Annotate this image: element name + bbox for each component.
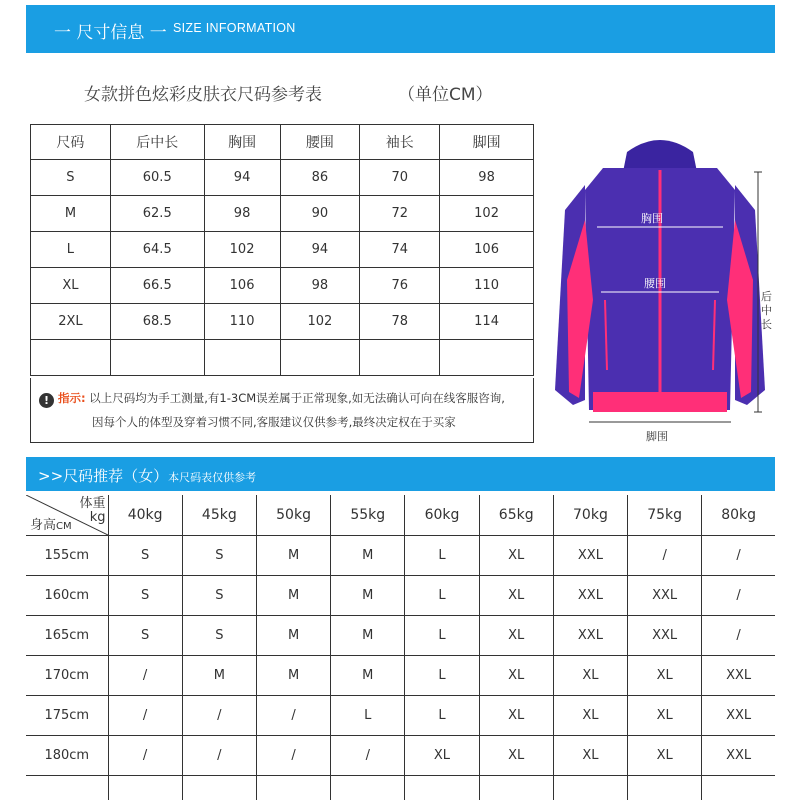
size-cell: 2XL <box>31 304 111 340</box>
size-recommend-cell: XXL <box>702 736 775 776</box>
size-cell: 90 <box>280 196 360 232</box>
size-cell: 110 <box>440 268 534 304</box>
size-row <box>31 304 534 340</box>
rec-title-main: >>尺码推荐（女） <box>38 467 169 485</box>
weight-header: 60kg <box>405 495 479 536</box>
size-recommend-cell: / <box>256 696 330 736</box>
size-recommend-cell: / <box>628 536 702 576</box>
measurement-note <box>30 378 534 443</box>
size-recommend-cell: M <box>256 576 330 616</box>
size-row <box>31 232 534 268</box>
banner-cn-title: 一 尺寸信息 一 <box>54 23 167 43</box>
note-text-1: 以上尺码均为手工测量,有1-3CM误差属于正常现象,如无法确认可向在线客服咨询, <box>89 391 505 405</box>
size-recommend-cell: XL <box>628 696 702 736</box>
size-cell <box>280 340 360 376</box>
size-recommend-cell: L <box>331 696 405 736</box>
corner-weight-label: 体重 <box>79 496 106 511</box>
size-recommend-cell: L <box>405 616 479 656</box>
size-recommend-cell: / <box>256 736 330 776</box>
size-row <box>31 268 534 304</box>
size-cell: S <box>31 160 111 196</box>
size-col-header: 后中长 <box>110 125 204 160</box>
size-recommend-cell: / <box>108 656 182 696</box>
hem-label: 脚围 <box>646 430 668 443</box>
height-cell: 155cm <box>26 536 108 576</box>
unit-label: （单位CM） <box>398 85 493 105</box>
note-text-2: 因每个人的体型及穿着习惯不同,客服建议仅供参考,最终决定权在于买家 <box>92 415 456 429</box>
size-cell <box>31 340 111 376</box>
size-recommend-cell: / <box>331 736 405 776</box>
size-recommend-cell: XXL <box>702 696 775 736</box>
height-cell: 165cm <box>26 616 108 656</box>
corner-weight <box>79 497 105 525</box>
size-cell: 60.5 <box>110 160 204 196</box>
size-col-header: 腰围 <box>280 125 360 160</box>
size-recommend-cell: L <box>405 656 479 696</box>
size-recommend-cell: M <box>256 656 330 696</box>
size-col-header: 胸围 <box>204 125 280 160</box>
size-recommend-cell: M <box>256 616 330 656</box>
size-recommend-cell: M <box>331 656 405 696</box>
empty-cell <box>26 776 108 800</box>
banner-en-title: SIZE INFORMATION <box>173 21 296 35</box>
chest-label: 胸围 <box>641 212 663 225</box>
size-cell: 110 <box>204 304 280 340</box>
empty-cell <box>702 776 775 800</box>
size-recommend-cell: XL <box>553 736 627 776</box>
note-line-1 <box>39 390 505 408</box>
size-cell: 94 <box>280 232 360 268</box>
size-col-header: 袖长 <box>360 125 440 160</box>
recommend-row <box>26 576 775 616</box>
size-info-banner <box>26 5 775 53</box>
size-cell <box>360 340 440 376</box>
height-cell: 180cm <box>26 736 108 776</box>
size-cell: 98 <box>440 160 534 196</box>
height-cell: 175cm <box>26 696 108 736</box>
weight-header: 70kg <box>553 495 627 536</box>
size-col-header: 脚围 <box>440 125 534 160</box>
size-recommend-cell: S <box>108 616 182 656</box>
rec-title <box>38 465 256 486</box>
weight-header: 50kg <box>256 495 330 536</box>
height-cell: 170cm <box>26 656 108 696</box>
back-length-label: 后中长 <box>761 290 772 331</box>
size-row <box>31 196 534 232</box>
size-recommend-cell: XL <box>405 736 479 776</box>
size-recommend-cell: L <box>405 696 479 736</box>
weight-header: 55kg <box>331 495 405 536</box>
empty-cell <box>628 776 702 800</box>
weight-header: 65kg <box>479 495 553 536</box>
empty-cell <box>256 776 330 800</box>
recommend-row <box>26 656 775 696</box>
weight-header: 40kg <box>108 495 182 536</box>
height-cell: 160cm <box>26 576 108 616</box>
size-recommend-cell: XL <box>553 656 627 696</box>
corner-height-unit: CM <box>56 521 72 532</box>
size-cell: XL <box>31 268 111 304</box>
size-cell: 62.5 <box>110 196 204 232</box>
size-cell: 76 <box>360 268 440 304</box>
size-cell: 72 <box>360 196 440 232</box>
size-row <box>31 340 534 376</box>
size-recommend-cell: M <box>256 536 330 576</box>
size-recommend-cell: XXL <box>553 616 627 656</box>
size-recommend-cell: M <box>331 616 405 656</box>
size-cell: L <box>31 232 111 268</box>
note-label: 指示: <box>58 391 86 405</box>
size-recommend-cell: M <box>182 656 256 696</box>
size-recommend-cell: XXL <box>628 576 702 616</box>
size-recommend-cell: / <box>182 696 256 736</box>
recommend-row <box>26 536 775 576</box>
size-recommend-cell: / <box>702 616 775 656</box>
size-cell: 74 <box>360 232 440 268</box>
size-recommend-cell: / <box>702 576 775 616</box>
size-row <box>31 160 534 196</box>
size-recommend-cell: XXL <box>553 576 627 616</box>
size-cell: 102 <box>440 196 534 232</box>
corner-height <box>30 514 72 533</box>
size-cell <box>440 340 534 376</box>
recommend-table <box>26 495 775 800</box>
weight-header: 75kg <box>628 495 702 536</box>
recommend-row <box>26 736 775 776</box>
info-icon: ! <box>39 393 54 408</box>
corner-cell <box>26 495 108 536</box>
size-recommend-cell: S <box>182 616 256 656</box>
corner-height-label: 身高 <box>30 518 57 533</box>
size-table-header <box>31 125 534 160</box>
size-recommend-cell: S <box>108 536 182 576</box>
size-cell: 64.5 <box>110 232 204 268</box>
size-cell: 78 <box>360 304 440 340</box>
waist-label: 腰围 <box>644 277 666 290</box>
size-cell <box>110 340 204 376</box>
size-recommend-cell: M <box>331 536 405 576</box>
size-recommend-cell: L <box>405 576 479 616</box>
empty-cell <box>182 776 256 800</box>
weight-header: 45kg <box>182 495 256 536</box>
size-recommend-cell: / <box>108 736 182 776</box>
size-cell: 66.5 <box>110 268 204 304</box>
empty-cell <box>405 776 479 800</box>
size-recommend-cell: XXL <box>553 536 627 576</box>
size-cell: 94 <box>204 160 280 196</box>
size-recommend-cell: S <box>108 576 182 616</box>
size-recommend-cell: XL <box>479 656 553 696</box>
empty-cell <box>108 776 182 800</box>
size-cell: 68.5 <box>110 304 204 340</box>
size-recommend-cell: L <box>405 536 479 576</box>
size-recommend-cell: XL <box>479 536 553 576</box>
size-col-header: 尺码 <box>31 125 111 160</box>
size-cell: 98 <box>280 268 360 304</box>
size-recommend-cell: XL <box>479 616 553 656</box>
size-recommend-cell: S <box>182 536 256 576</box>
size-cell: 98 <box>204 196 280 232</box>
size-cell: 106 <box>204 268 280 304</box>
size-cell <box>204 340 280 376</box>
size-cell: 102 <box>280 304 360 340</box>
size-recommend-cell: XXL <box>628 616 702 656</box>
size-cell: 70 <box>360 160 440 196</box>
size-recommend-cell: XL <box>553 696 627 736</box>
size-cell: 114 <box>440 304 534 340</box>
size-cell: 102 <box>204 232 280 268</box>
weight-header: 80kg <box>702 495 775 536</box>
recommend-row-empty <box>26 776 775 800</box>
jacket-diagram <box>545 130 775 450</box>
size-recommend-cell: XL <box>479 576 553 616</box>
size-recommend-banner <box>26 457 775 491</box>
empty-cell <box>553 776 627 800</box>
size-recommend-cell: XL <box>628 656 702 696</box>
size-recommend-cell: M <box>331 576 405 616</box>
empty-cell <box>479 776 553 800</box>
page-title: 女款拼色炫彩皮肤衣尺码参考表 <box>84 85 322 105</box>
size-recommend-cell: XL <box>628 736 702 776</box>
recommend-table-header <box>26 495 775 536</box>
size-recommend-cell: / <box>182 736 256 776</box>
size-recommend-cell: XL <box>479 736 553 776</box>
size-table <box>30 124 534 376</box>
size-cell: M <box>31 196 111 232</box>
size-recommend-cell: / <box>108 696 182 736</box>
size-recommend-cell: / <box>702 536 775 576</box>
corner-weight-unit: kg <box>89 510 106 525</box>
size-cell: 86 <box>280 160 360 196</box>
size-recommend-cell: XL <box>479 696 553 736</box>
recommend-row <box>26 616 775 656</box>
size-recommend-cell: S <box>182 576 256 616</box>
rec-title-sub: 本尺码表仅供参考 <box>168 471 257 484</box>
empty-cell <box>331 776 405 800</box>
size-recommend-cell: XXL <box>702 656 775 696</box>
recommend-row <box>26 696 775 736</box>
size-cell: 106 <box>440 232 534 268</box>
